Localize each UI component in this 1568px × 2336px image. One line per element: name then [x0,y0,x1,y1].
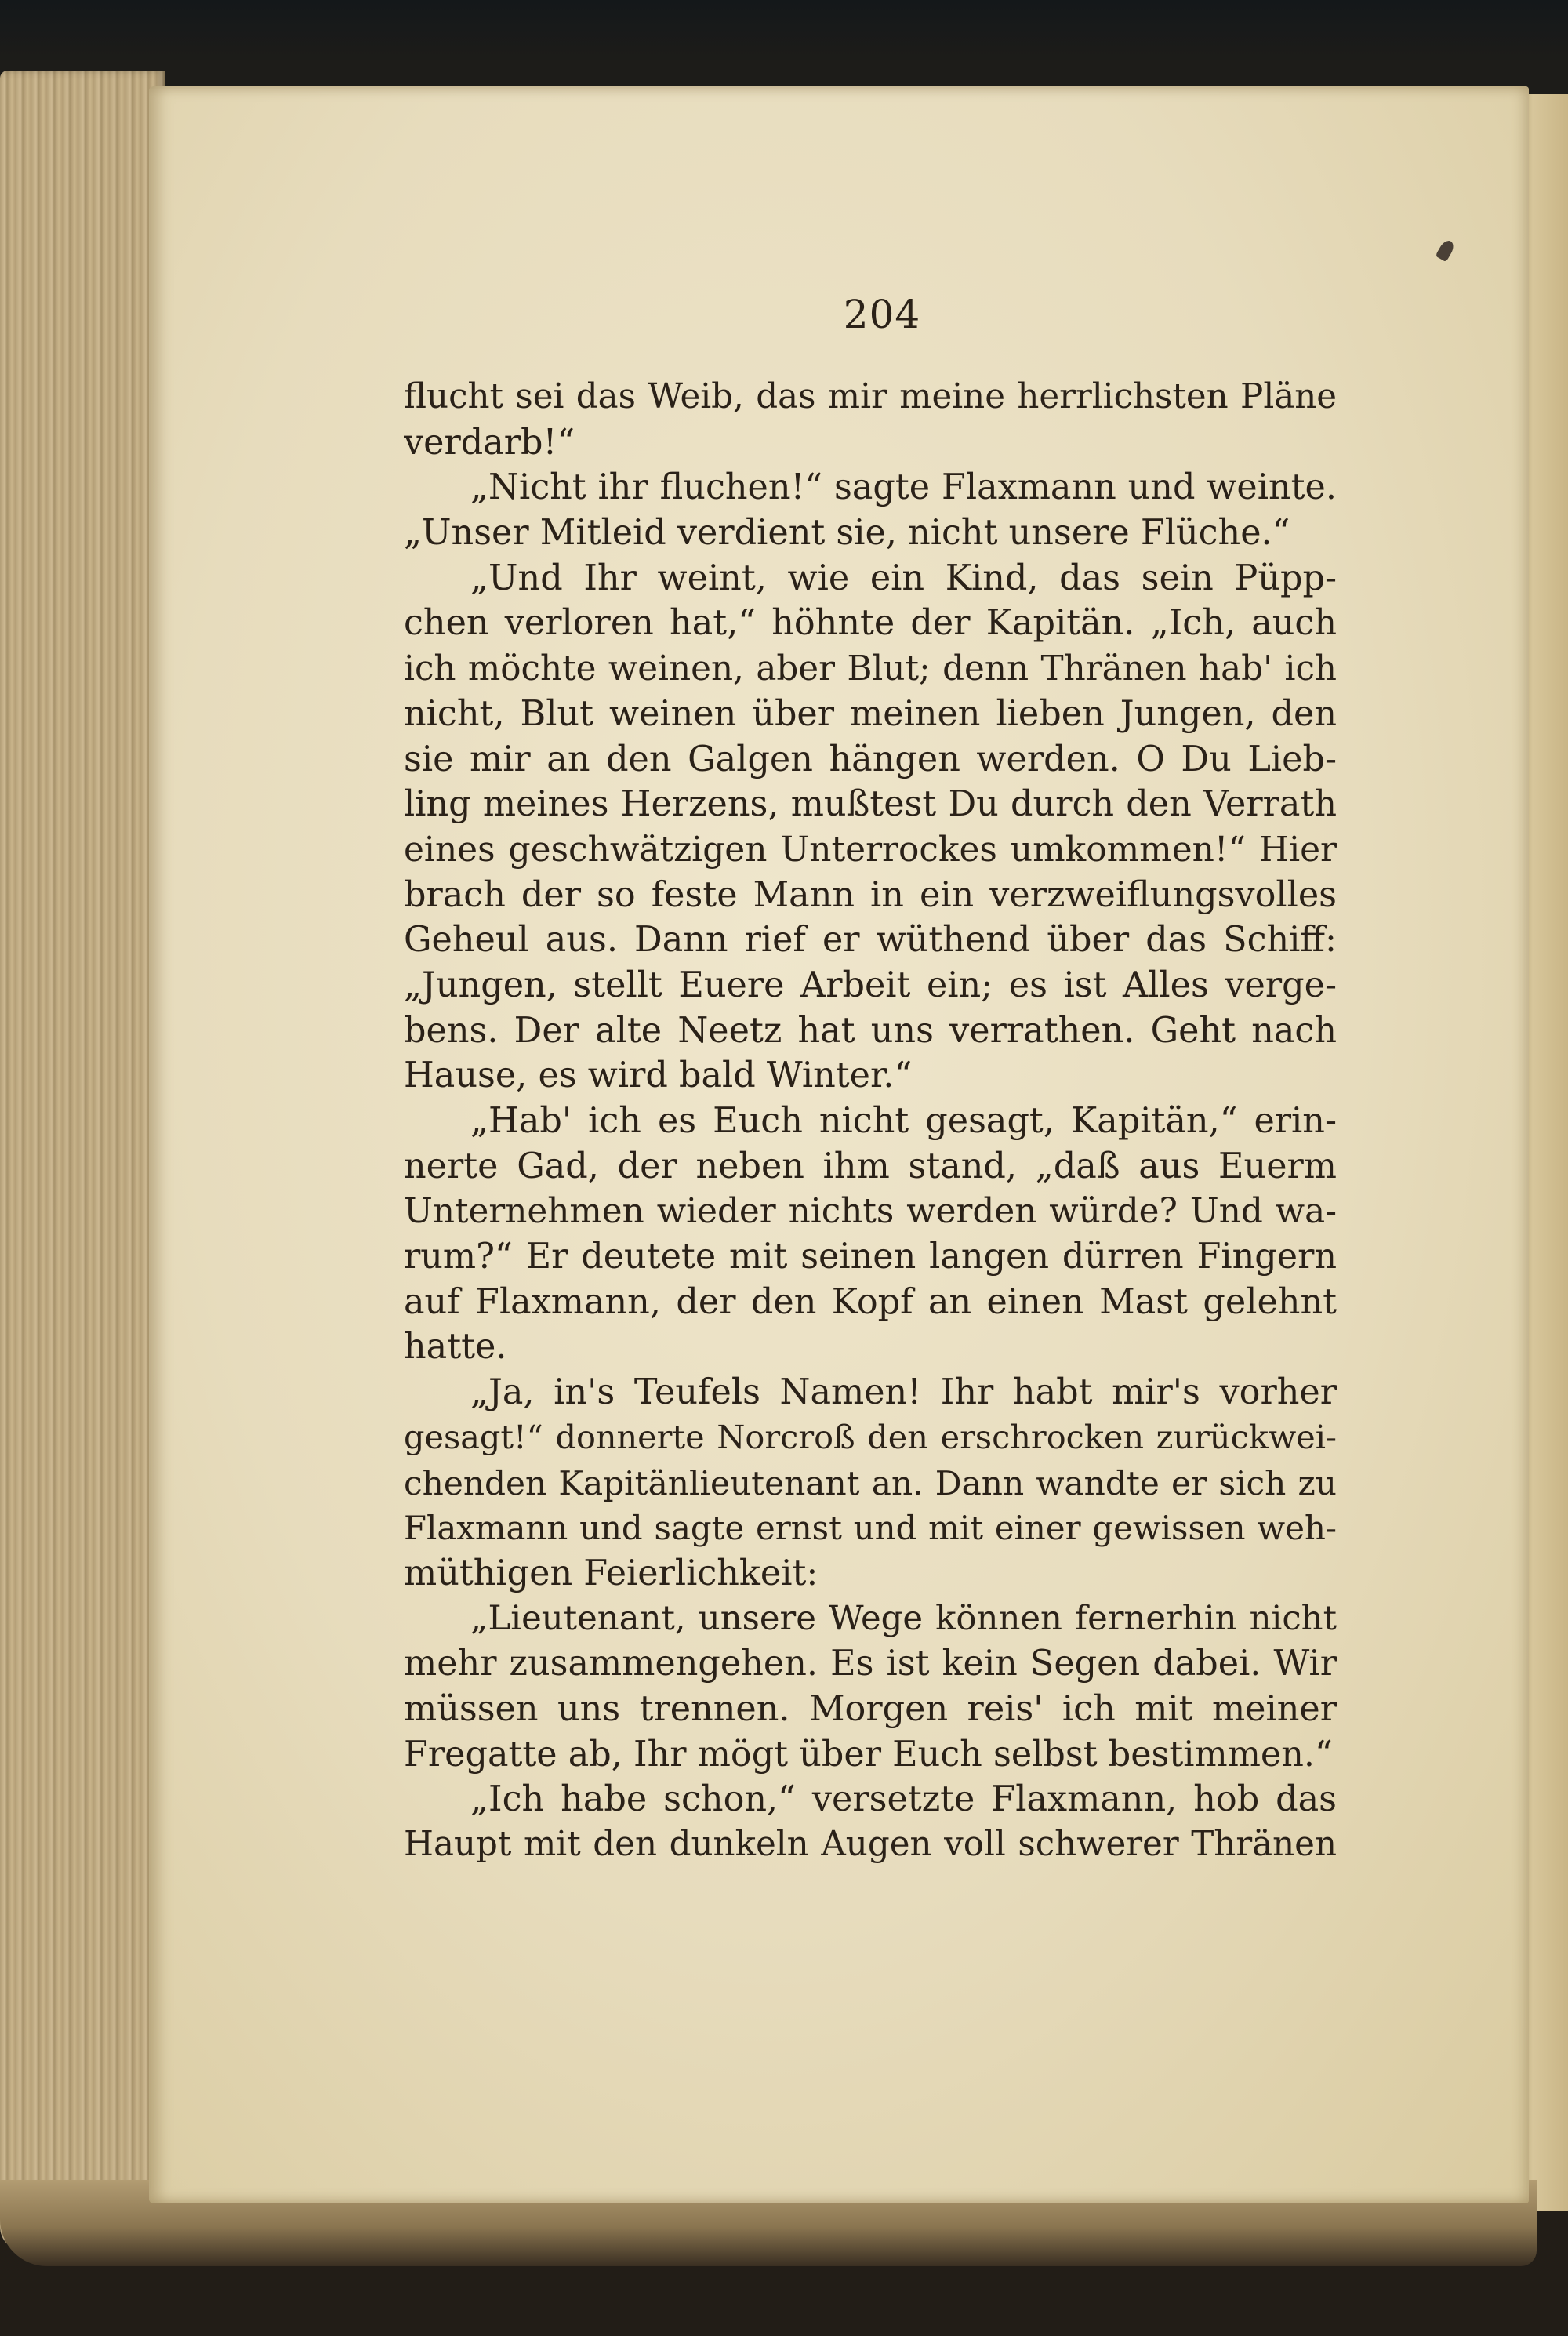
text-line: müthigen Feierlichkeit: [404,1553,818,1593]
text-line: Flaxmann und sagte ernst und mit einer gewissen weh- [404,1509,1337,1548]
text-line: chen verloren hat,“ höhnte der Kapitän. „Ich, auch [404,603,1337,644]
text-line: nerte Gad, der neben ihm stand, „daß aus Euerm [404,1146,1337,1186]
text-line: gesagt!“ donnerte Norcroß den erschrocken zurückwei- [404,1418,1337,1456]
text-line: Hause, es wird bald Winter.“ [404,1055,913,1096]
text-line: „Lieutenant, unsere Wege können fernerhin nicht [470,1598,1337,1638]
text-line: hatte. [404,1327,507,1368]
text-line: „Nicht ihr fluchen!“ sagte Flaxmann und weinte. [470,467,1337,508]
page-stack-edges [0,71,165,2251]
text-line: sie mir an den Galgen hängen werden. O Du Lieb- [404,739,1337,779]
text-line: bens. Der alte Neetz hat uns verrathen. Geht nach [404,1010,1337,1051]
text-line: „Hab' ich es Euch nicht gesagt, Kapitän,“ erin- [470,1101,1337,1141]
text-line: verdarb!“ [404,422,575,463]
text-line: eines geschwätzigen Unterrockes umkommen!“ Hier [404,829,1337,870]
text-line: nicht, Blut weinen über meinen lieben Jungen, den [404,693,1337,734]
text-line: Unternehmen wieder nichts werden würde? Und wa- [404,1191,1337,1232]
text-line: chenden Kapitänlieutenant an. Dann wandte er sich zu [404,1463,1337,1502]
body-text [404,375,1337,1868]
text-line: „Jungen, stellt Euere Arbeit ein; es ist Alles verge- [404,965,1337,1005]
text-line: auf Flaxmann, der den Kopf an einen Mast gelehnt [404,1281,1337,1322]
text-line: Fregatte ab, Ihr mögt über Euch selbst bestimmen.“ [404,1734,1333,1775]
text-line: Geheul aus. Dann rief er wüthend über das Schiff: [404,920,1337,961]
text-line: „Ja, in's Teufels Namen! Ihr habt mir's vorher [470,1372,1337,1413]
text-line: brach der so feste Mann in ein verzweiflungsvolles [404,874,1337,915]
text-line: ich möchte weinen, aber Blut; denn Thränen hab' ich [404,648,1337,689]
text-line: ling meines Herzens, mußtest Du durch den Verrath [404,784,1337,825]
text-line: rum?“ Er deutete mit seinen langen dürren Fingern [404,1237,1337,1277]
text-line: „Unser Mitleid verdient sie, nicht unsere Flüche.“ [404,513,1290,554]
text-line: müssen uns trennen. Morgen reis' ich mit meiner [404,1688,1337,1729]
text-line: „Und Ihr weint, wie ein Kind, das sein Püpp- [470,558,1337,598]
text-line: mehr zusammengehen. Es ist kein Segen dabei. Wir [404,1644,1337,1684]
text-line: Haupt mit den dunkeln Augen voll schwerer Thränen [404,1825,1337,1864]
text-line: flucht sei das Weib, das mir meine herrlichsten Pläne [404,377,1337,416]
page-number: 204 [843,292,921,337]
text-line: „Ich habe schon,“ versetzte Flaxmann, hob das [470,1779,1337,1820]
